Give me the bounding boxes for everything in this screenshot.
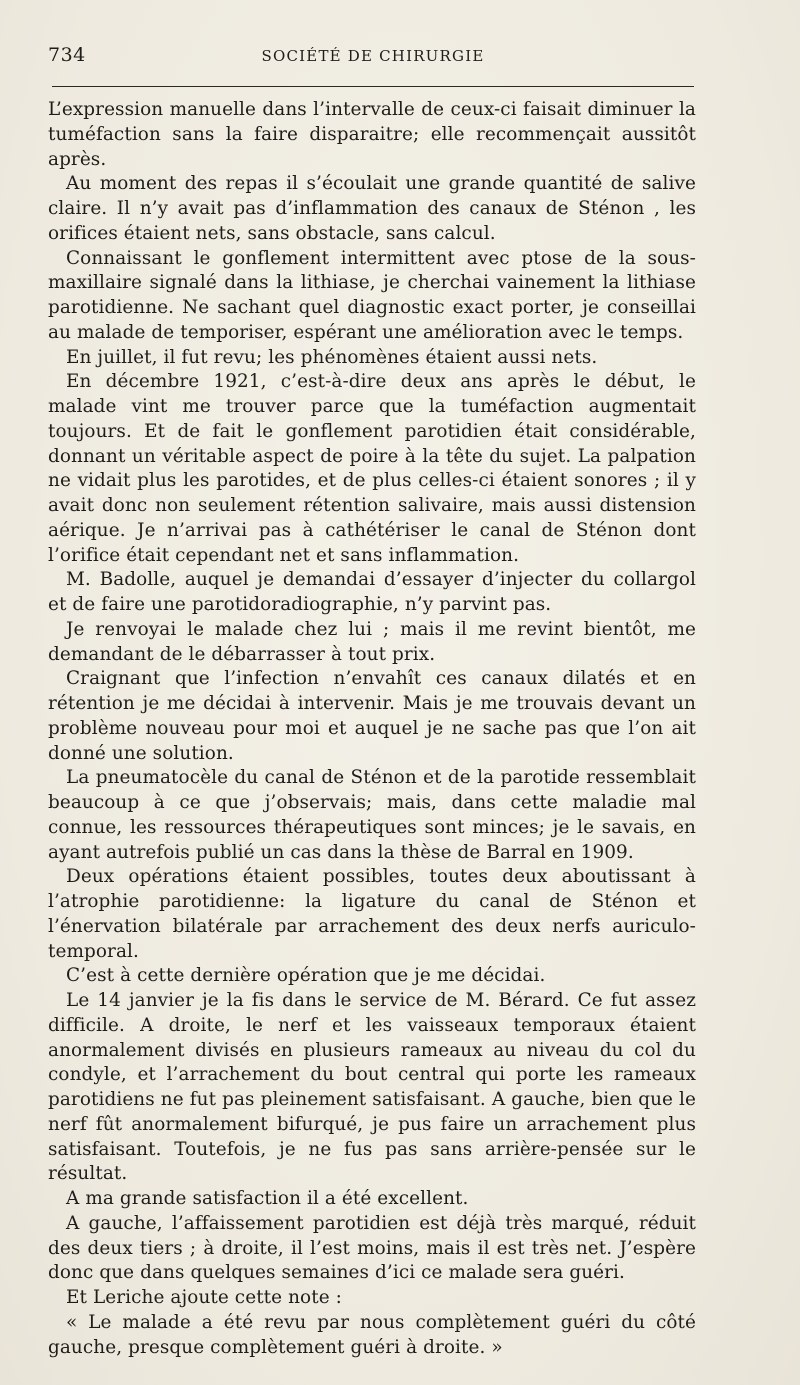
paragraph: L’expression manuelle dans l’intervalle de ceux-ci faisait diminuer la tuméfaction sans la faire disparaitre; elle recommençait aussitôt après.: [48, 99, 696, 170]
page-header: [48, 44, 698, 72]
paragraph: Le 14 janvier je la fis dans le service de M. Bérard. Ce fut assez difficile. A droite, le nerf et les vaisseaux temporaux étaient anormalement divisés en plusieurs rameaux au niveau du col du condyle, et l’arrachement du bout central qui porte les rameaux parotidiens ne fut pas pleinement satisfaisant. A gauche, bien que le nerf fût anormalement bifurqué, je pus faire un arrachement plus satisfaisant. Toutefois, je ne fus pas sans arrière-pensée sur le résultat.: [48, 990, 696, 1185]
paragraph: En décembre 1921, c’est-à-dire deux ans après le début, le malade vint me trouver parce que la tuméfaction augmentait toujours. Et de fait le gonflement parotidien était considérable, donnant un véritable aspect de poire à la tête du sujet. La palpation ne vidait plus les parotides, et de plus celles-ci étaient sonores ; il y avait donc non seulement rétention salivaire, mais aussi distension aérique. Je n’arrivai pas à cathétériser le canal de Sténon dont l’orifice était cependant net et sans inflammation.: [48, 371, 696, 566]
paragraph: « Le malade a été revu par nous complètement guéri du côté gauche, presque complètement guéri à droite. »: [48, 1311, 696, 1358]
paragraph: Je renvoyai le malade chez lui ; mais il me revint bientôt, me demandant de le débarrasser à tout prix.: [48, 618, 696, 665]
paragraph: A gauche, l’affaissement parotidien est déjà très marqué, réduit des deux tiers ; à droite, il l’est moins, mais il est très net. J’espère donc que dans quelques semaines d’ici ce malade sera guéri.: [48, 1212, 696, 1284]
paragraph: Connaissant le gonflement intermittent avec ptose de la sous-maxillaire signalé dans la lithiase, je cherchai vainement la lithiase parotidienne. Ne sachant quel diagnostic exact porter, je conseillai au malade de temporiser, espérant une amélioration avec le temps.: [48, 247, 696, 343]
body-text: [48, 98, 696, 1360]
page-number: 734: [48, 44, 86, 66]
paragraph: La pneumatocèle du canal de Sténon et de la parotide ressemblait beaucoup à ce que j’observais; mais, dans cette maladie mal connue, les ressources thérapeutiques sont minces; je le savais, en ayant autrefois publié un cas dans la thèse de Barral en 1909.: [48, 767, 696, 863]
paragraph: Deux opérations étaient possibles, toutes deux aboutissant à l’atrophie parotidienne: la ligature du canal de Sténon et l’énervation bilatérale par arrachement des deux nerfs auriculo-temporal.: [48, 866, 696, 962]
paragraph: A ma grande satisfaction il a été excellent.: [66, 1188, 469, 1209]
paragraph: En juillet, il fut revu; les phénomènes étaient aussi nets.: [66, 346, 598, 368]
paragraph: Craignant que l’infection n’envahît ces canaux dilatés et en rétention je me décidai à intervenir. Mais je me trouvais devant un problème nouveau pour moi et auquel je ne sache pas que l’on ait donné une solution.: [48, 668, 696, 764]
paragraph: C’est à cette dernière opération que je me décidai.: [66, 965, 546, 987]
paragraph: Et Leriche ajoute cette note :: [66, 1287, 342, 1308]
header-rule: [52, 86, 694, 87]
running-head: SOCIÉTÉ DE CHIRURGIE: [261, 47, 485, 65]
paragraph: M. Badolle, auquel je demandai d’essayer d’injecter du collargol et de faire une parotidoradiographie, n’y parvint pas.: [48, 569, 696, 615]
paragraph: Au moment des repas il s’écoulait une grande quantité de salive claire. Il n’y avait pas d’inflammation des canaux de Sténon , les orifices étaient nets, sans obstacle, sans calcul.: [48, 173, 696, 244]
